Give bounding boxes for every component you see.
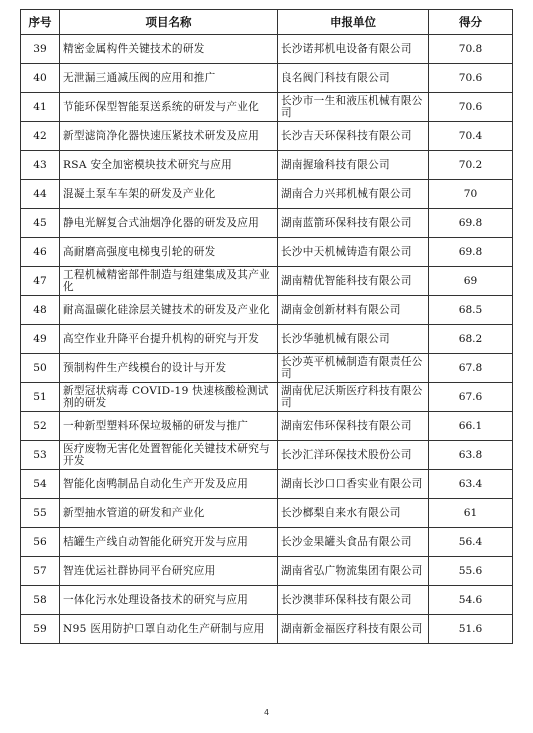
row-number-cell: 55 [21,499,60,528]
applicant-org-cell: 湖南新金福医疗科技有限公司 [278,615,429,644]
table-row [21,296,513,325]
score-cell: 70.4 [429,122,513,151]
score-cell: 63.4 [429,470,513,499]
table-row [21,441,513,470]
score-cell: 63.8 [429,441,513,470]
applicant-org-cell: 湖南蓝箭环保科技有限公司 [278,209,429,238]
applicant-org-cell: 长沙中天机械铸造有限公司 [278,238,429,267]
project-name-cell: 新型冠状病毒 COVID-19 快速核酸检测试剂的研发 [60,383,278,412]
header-score: 得分 [429,10,513,35]
row-number-cell: 43 [21,151,60,180]
row-number-cell: 48 [21,296,60,325]
applicant-org-cell: 湖南长沙口口香实业有限公司 [278,470,429,499]
applicant-org-cell: 湖南精优智能科技有限公司 [278,267,429,296]
score-cell: 70.2 [429,151,513,180]
score-cell: 69 [429,267,513,296]
table-row [21,122,513,151]
project-name-cell: 医疗废物无害化处置智能化关键技术研究与开发 [60,441,278,470]
page-number: 4 [263,708,270,717]
project-name-cell: 新型抽水管道的研发和产业化 [60,499,278,528]
row-number-cell: 46 [21,238,60,267]
header-applicant-org: 申报单位 [278,10,429,35]
table-row [21,93,513,122]
table-row [21,64,513,93]
score-cell: 69.8 [429,209,513,238]
table-row [21,412,513,441]
score-cell: 55.6 [429,557,513,586]
row-number-cell: 58 [21,586,60,615]
row-number-cell: 53 [21,441,60,470]
applicant-org-cell: 长沙市一生和液压机械有限公司 [278,93,429,122]
applicant-org-cell: 长沙英平机械制造有限责任公司 [278,354,429,383]
score-cell: 67.6 [429,383,513,412]
project-name-cell: 高耐磨高强度电梯曳引轮的研发 [60,238,278,267]
row-number-cell: 59 [21,615,60,644]
project-name-cell: 精密金属构件关键技术的研发 [60,35,278,64]
score-cell: 70 [429,180,513,209]
score-cell: 70.8 [429,35,513,64]
row-number-cell: 54 [21,470,60,499]
applicant-org-cell: 良名阀门科技有限公司 [278,64,429,93]
header-project-name: 项目名称 [60,10,278,35]
row-number-cell: 50 [21,354,60,383]
project-name-cell: 一种新型塑料环保垃圾桶的研发与推广 [60,412,278,441]
table-row [21,209,513,238]
applicant-org-cell: 湖南宏伟环保科技有限公司 [278,412,429,441]
table-header-row [21,10,513,35]
score-cell: 51.6 [429,615,513,644]
table-row [21,151,513,180]
applicant-org-cell: 湖南省弘广物流集团有限公司 [278,557,429,586]
table-row [21,267,513,296]
applicant-org-cell: 长沙汇洋环保技术股份公司 [278,441,429,470]
score-cell: 56.4 [429,528,513,557]
project-name-cell: 耐高温碳化硅涂层关键技术的研发及产业化 [60,296,278,325]
table-row [21,354,513,383]
table-row [21,238,513,267]
row-number-cell: 42 [21,122,60,151]
row-number-cell: 49 [21,325,60,354]
project-name-cell: 桔罐生产线自动智能化研究开发与应用 [60,528,278,557]
applicant-org-cell: 湖南合力兴邦机械有限公司 [278,180,429,209]
project-name-cell: 预制构件生产线模台的设计与开发 [60,354,278,383]
project-name-cell: 静电光解复合式油烟净化器的研发及应用 [60,209,278,238]
project-name-cell: 工程机械精密部件制造与组建集成及其产业化 [60,267,278,296]
row-number-cell: 57 [21,557,60,586]
applicant-org-cell: 长沙金果罐头食品有限公司 [278,528,429,557]
row-number-cell: 45 [21,209,60,238]
table-row [21,499,513,528]
table-row [21,470,513,499]
project-name-cell: 新型滤筒净化器快速压紧技术研发及应用 [60,122,278,151]
score-cell: 70.6 [429,93,513,122]
project-name-cell: RSA 安全加密模块技术研究与应用 [60,151,278,180]
row-number-cell: 52 [21,412,60,441]
project-name-cell: N95 医用防护口罩自动化生产研制与应用 [60,615,278,644]
applicant-org-cell: 长沙澳菲环保科技有限公司 [278,586,429,615]
applicant-org-cell: 湖南金创新材料有限公司 [278,296,429,325]
row-number-cell: 40 [21,64,60,93]
table-row [21,528,513,557]
table-row [21,615,513,644]
applicant-org-cell: 长沙吉天环保科技有限公司 [278,122,429,151]
score-cell: 54.6 [429,586,513,615]
row-number-cell: 44 [21,180,60,209]
table-row [21,557,513,586]
project-name-cell: 高空作业升降平台提升机构的研究与开发 [60,325,278,354]
table-body [21,35,513,644]
table-row [21,180,513,209]
project-name-cell: 无泄漏三通减压阀的应用和推广 [60,64,278,93]
table-row [21,35,513,64]
applicant-org-cell: 长沙诺邦机电设备有限公司 [278,35,429,64]
score-cell: 68.5 [429,296,513,325]
row-number-cell: 47 [21,267,60,296]
score-cell: 70.6 [429,64,513,93]
table-row [21,325,513,354]
row-number-cell: 39 [21,35,60,64]
score-cell: 67.8 [429,354,513,383]
applicant-org-cell: 长沙华驰机械有限公司 [278,325,429,354]
score-cell: 68.2 [429,325,513,354]
project-score-table [20,9,513,644]
applicant-org-cell: 湖南握瑜科技有限公司 [278,151,429,180]
score-cell: 69.8 [429,238,513,267]
table-row [21,586,513,615]
row-number-cell: 51 [21,383,60,412]
applicant-org-cell: 长沙榔梨自来水有限公司 [278,499,429,528]
project-name-cell: 智连优运社群协同平台研究应用 [60,557,278,586]
project-name-cell: 节能环保型智能泵送系统的研发与产业化 [60,93,278,122]
project-name-cell: 混凝土泵车车架的研发及产业化 [60,180,278,209]
project-name-cell: 智能化卤鸭制品自动化生产开发及应用 [60,470,278,499]
row-number-cell: 41 [21,93,60,122]
applicant-org-cell: 湖南优尼沃斯医疗科技有限公司 [278,383,429,412]
project-name-cell: 一体化污水处理设备技术的研究与应用 [60,586,278,615]
score-cell: 61 [429,499,513,528]
header-no: 序号 [21,10,60,35]
table-row [21,383,513,412]
row-number-cell: 56 [21,528,60,557]
score-cell: 66.1 [429,412,513,441]
